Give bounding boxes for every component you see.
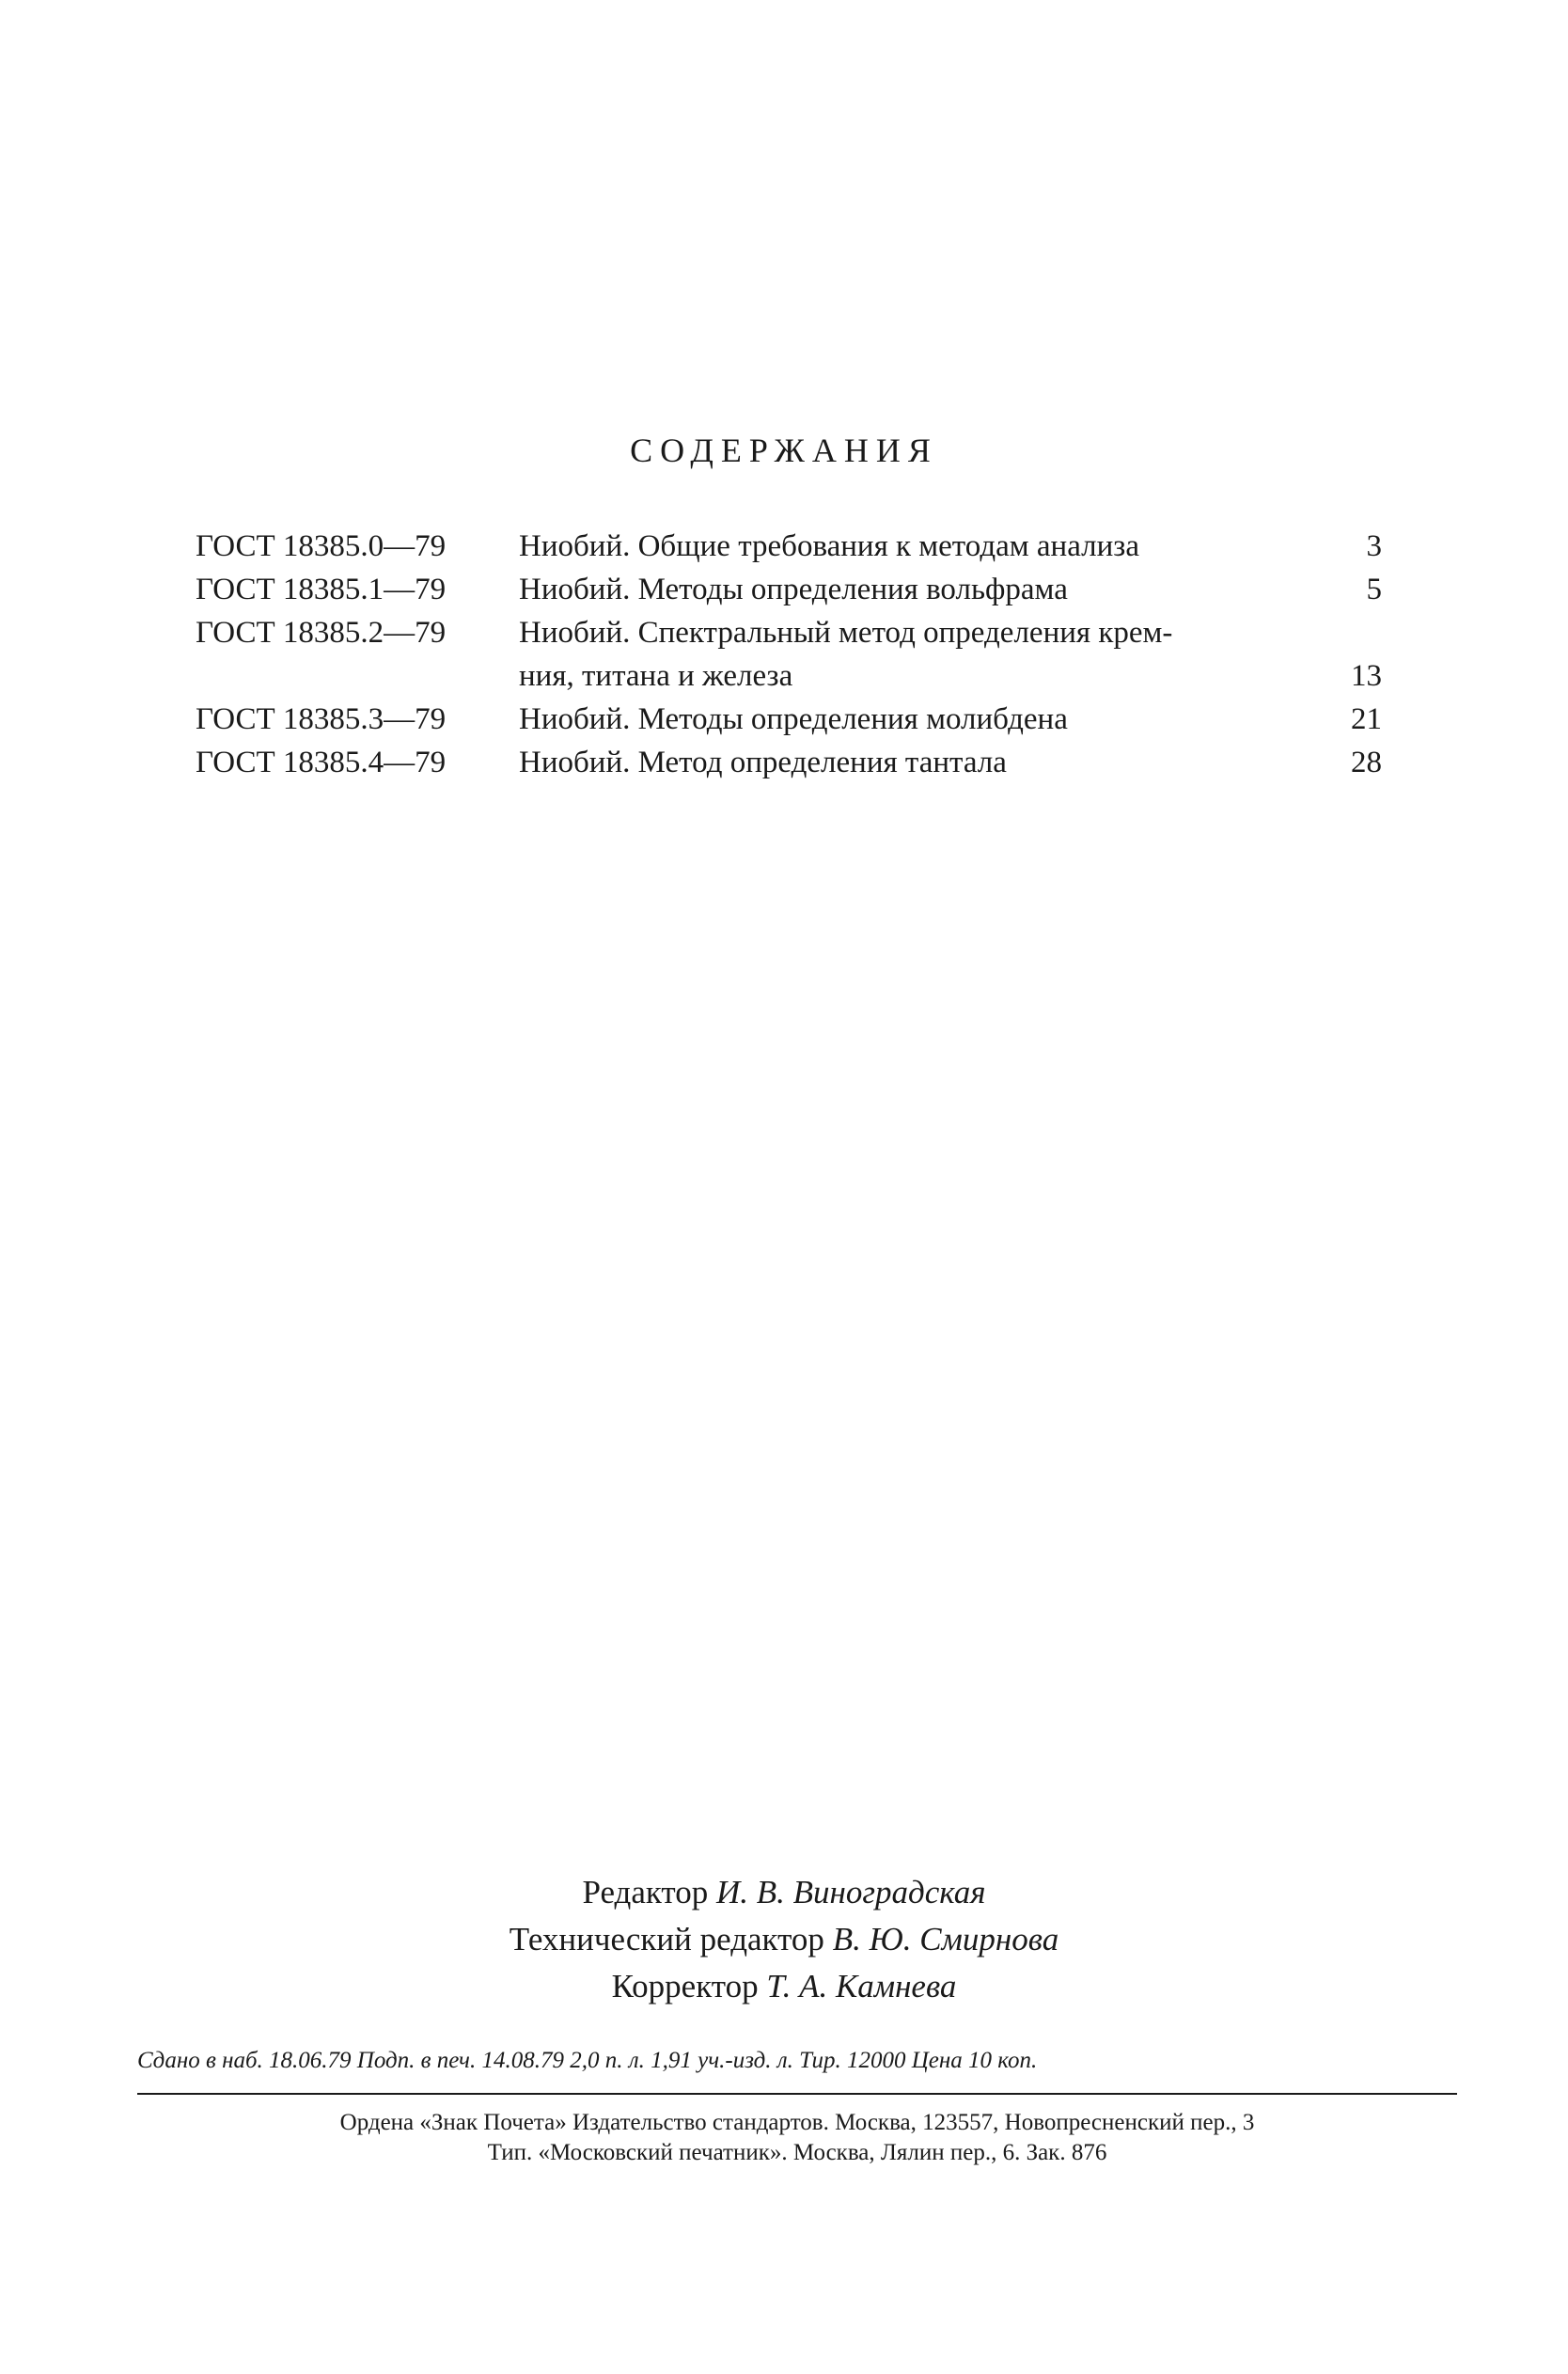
tech-editor-label: Технический редактор	[509, 1921, 824, 1957]
credits-block	[0, 1869, 1568, 2010]
toc-description: Ниобий. Спектральный метод определения крем-	[519, 616, 1173, 650]
toc-code: ГОСТ 18385.1—79	[196, 573, 447, 606]
toc-code: ГОСТ 18385.4—79	[196, 746, 447, 779]
corrector-label: Корректор	[611, 1968, 759, 2005]
toc-description: Ниобий. Общие требования к методам анализа	[519, 529, 1139, 563]
corrector-line	[0, 1963, 1568, 2010]
toc-code: ГОСТ 18385.2—79	[196, 616, 447, 650]
divider	[137, 2093, 1457, 2095]
toc-row-continuation	[196, 654, 1382, 698]
tech-editor-name: В. Ю. Смирнова	[832, 1921, 1059, 1957]
toc-page-number: 21	[1351, 702, 1382, 736]
tech-editor-line	[0, 1916, 1568, 1963]
print-details: Сдано в наб. 18.06.79 Подп. в печ. 14.08.79 2,0 п. л. 1,91 уч.-изд. л. Тир. 12000 Цена 10 коп.	[137, 2048, 1038, 2073]
editor-label: Редактор	[582, 1874, 709, 1910]
toc-title: СОДЕРЖАНИЯ	[630, 432, 938, 469]
toc-code: ГОСТ 18385.3—79	[196, 702, 447, 736]
editor-line	[0, 1869, 1568, 1916]
toc-row	[196, 525, 1382, 568]
toc-description: Ниобий. Метод определения тантала	[519, 746, 1007, 779]
publisher-imprint	[137, 2108, 1457, 2168]
toc-code: ГОСТ 18385.0—79	[196, 529, 447, 563]
toc-description: ния, титана и железа	[519, 659, 793, 693]
toc-page-number: 5	[1366, 573, 1382, 606]
toc-row	[196, 741, 1382, 784]
printer-line: Тип. «Московский печатник». Москва, Лялин пер., 6. Зак. 876	[487, 2140, 1107, 2165]
toc-description: Ниобий. Методы определения молибдена	[519, 702, 1068, 736]
toc-page-number: 13	[1351, 659, 1382, 693]
toc-page-number: 3	[1366, 529, 1382, 563]
toc-list	[196, 525, 1382, 784]
toc-row	[196, 568, 1382, 611]
toc-row	[196, 611, 1382, 654]
toc-row	[196, 698, 1382, 741]
corrector-name: Т. А. Камнева	[766, 1968, 957, 2005]
toc-page-number: 28	[1351, 746, 1382, 779]
toc-description: Ниобий. Методы определения вольфрама	[519, 573, 1068, 606]
publisher-line: Ордена «Знак Почета» Издательство стандартов. Москва, 123557, Новопресненский пер., 3	[339, 2110, 1255, 2135]
editor-name: И. В. Виноградская	[715, 1874, 986, 1910]
